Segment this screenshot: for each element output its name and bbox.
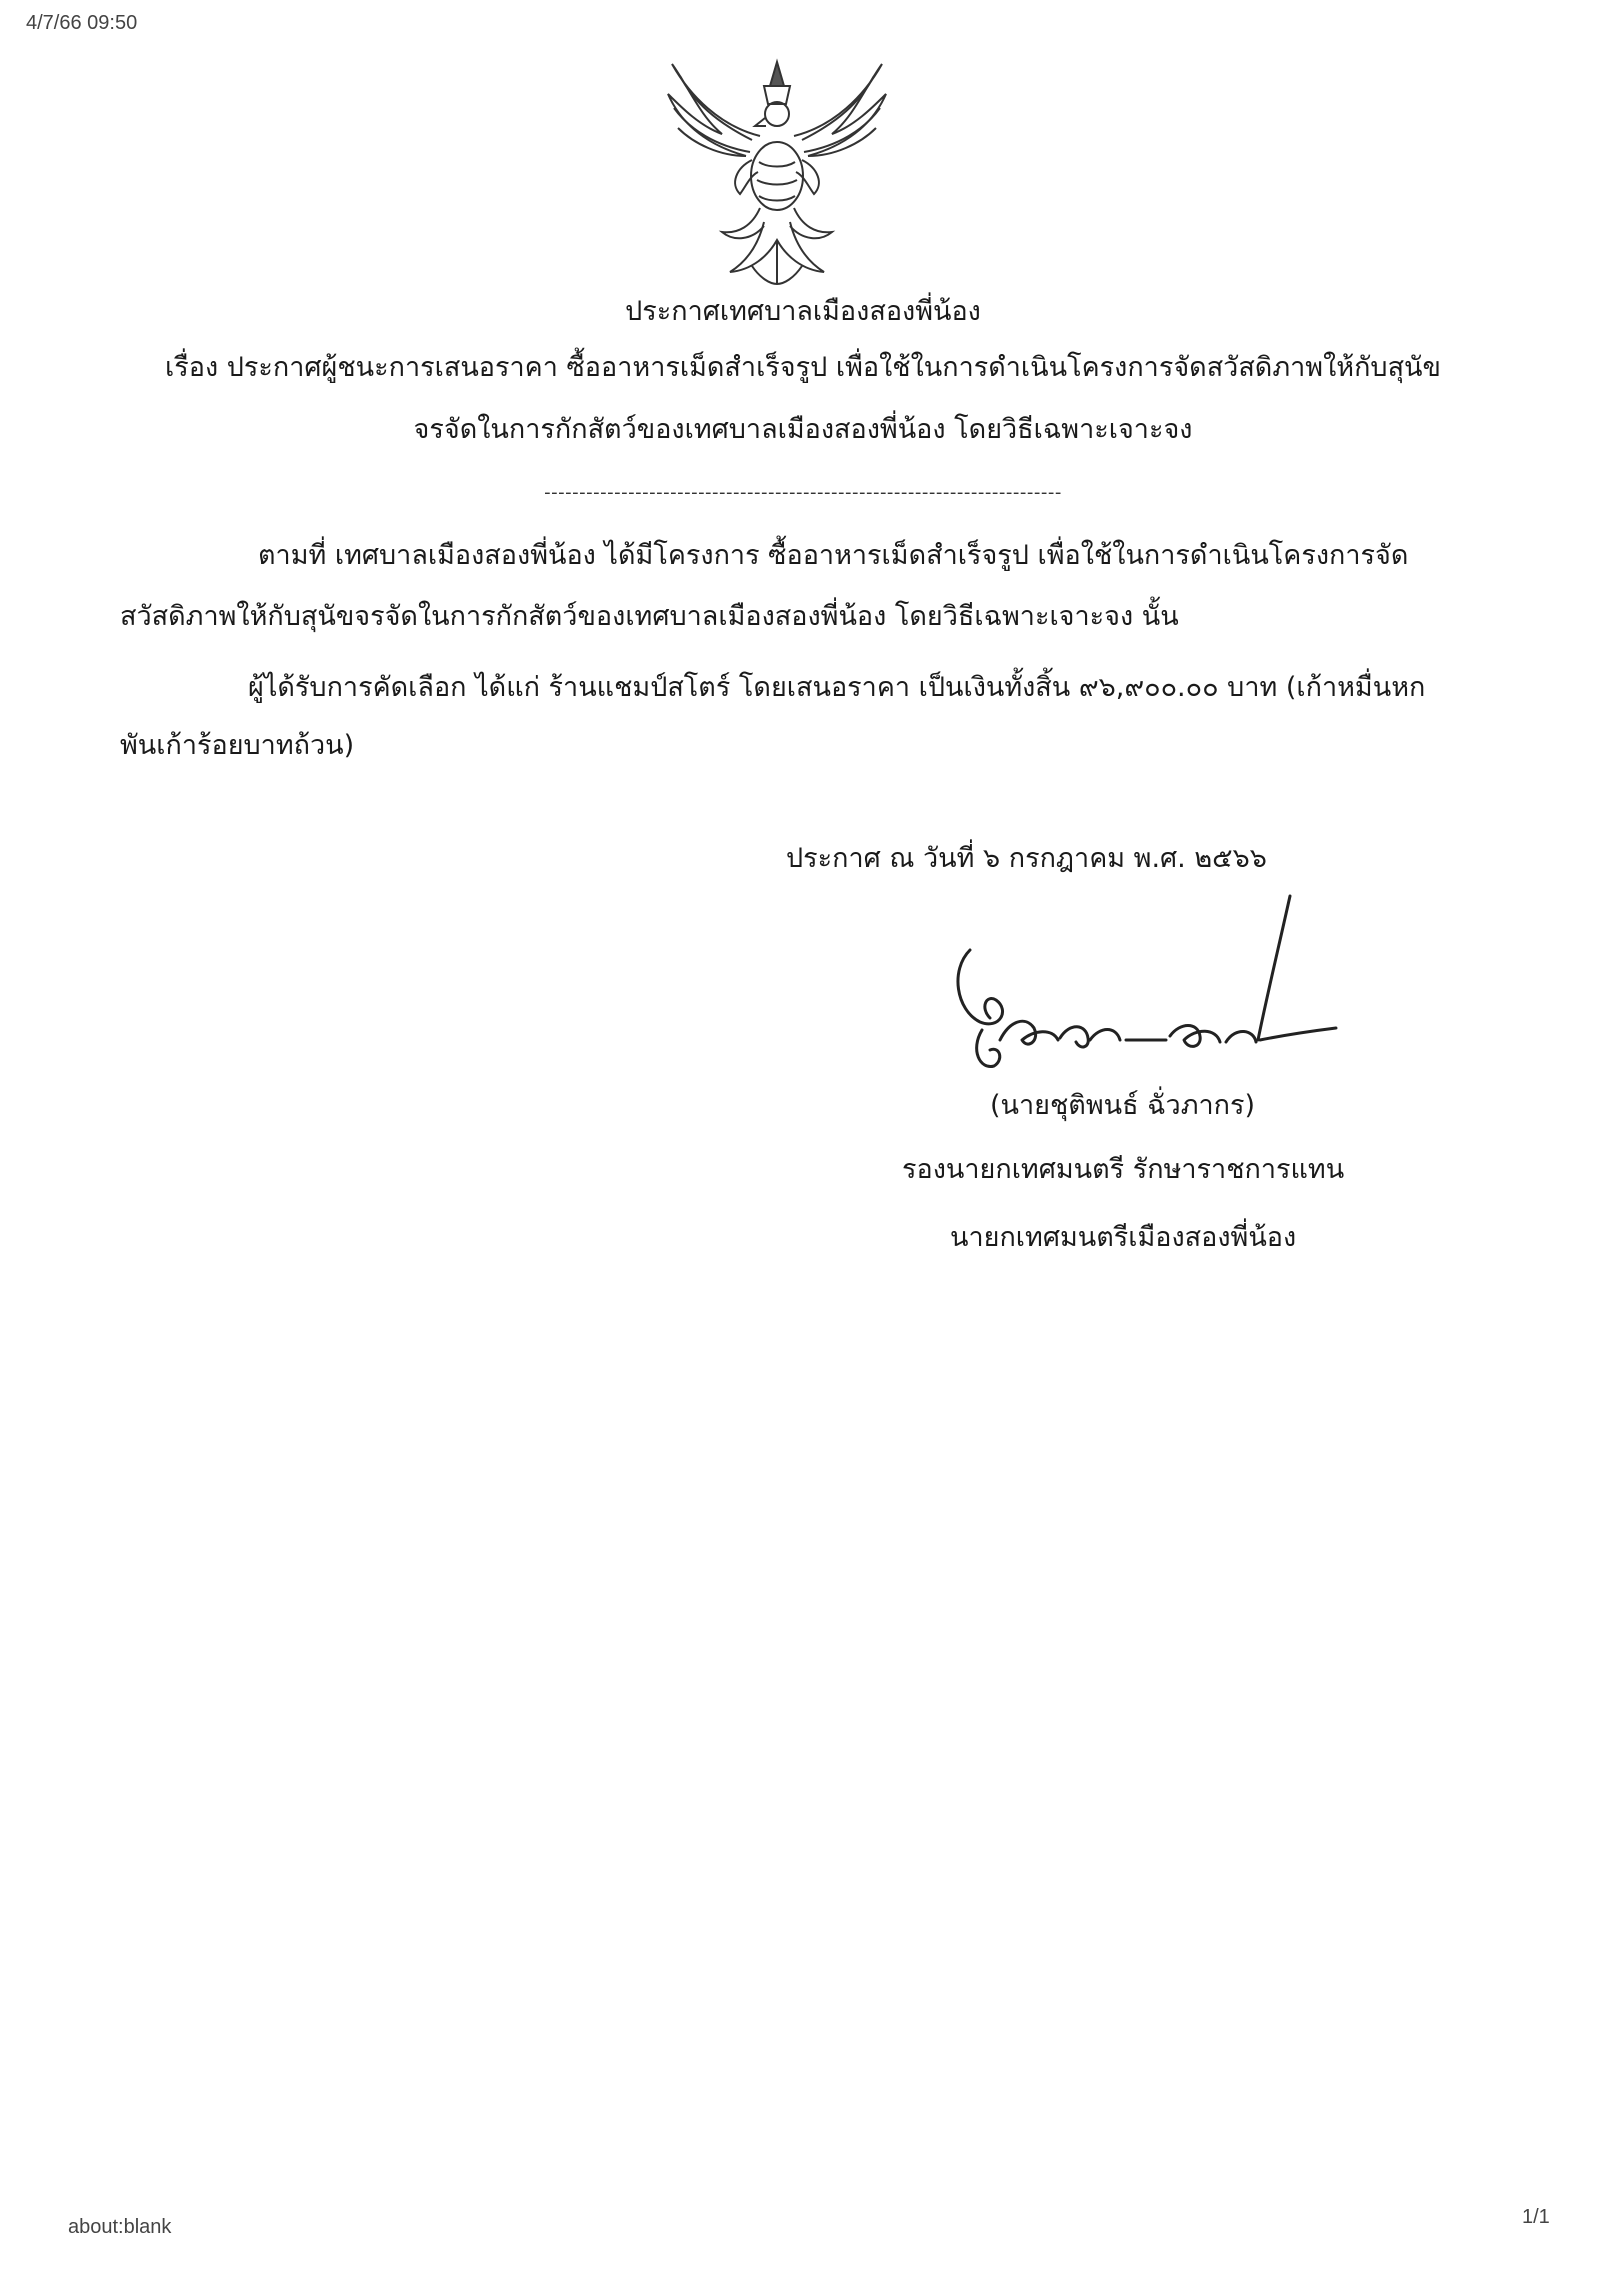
- body-line-3: ผู้ได้รับการคัดเลือก ได้แก่ ร้านแชมป์สโตร์ โดยเสนอราคา เป็นเงินทั้งสิ้น ๙๖,๙๐๐.๐๐ บาท (เก้าหมื่นหก: [248, 672, 1426, 703]
- print-page-count: 1/1: [1522, 2206, 1550, 2228]
- body-line-2: สวัสดิภาพให้กับสุนัขจรจัดในการกักสัตว์ของเทศบาลเมืองสองพี่น้อง โดยวิธีเฉพาะเจาะจง นั้น: [120, 601, 1179, 632]
- subject-line-2: จรจัดในการกักสัตว์ของเทศบาลเมืองสองพี่น้อง โดยวิธีเฉพาะเจาะจง: [413, 414, 1193, 445]
- separator-line: --------------------------------------------------------------------------: [544, 482, 1062, 503]
- signatory-position-1: รองนายกเทศมนตรี รักษาราชการแทน: [902, 1154, 1345, 1185]
- print-timestamp: 4/7/66 09:50: [26, 12, 138, 34]
- print-url: about:blank: [68, 2216, 172, 2238]
- body-line-4: พันเก้าร้อยบาทถ้วน): [120, 730, 355, 761]
- document-title: ประกาศเทศบาลเมืองสองพี่น้อง: [625, 296, 981, 327]
- signatory-name: (นายชุติพนธ์ ฉั่วภากร): [990, 1090, 1256, 1121]
- handwritten-signature: [930, 890, 1340, 1080]
- signatory-position-2: นายกเทศมนตรีเมืองสองพี่น้อง: [950, 1222, 1297, 1253]
- subject-line-1: เรื่อง ประกาศผู้ชนะการเสนอราคา ซื้ออาหารเม็ดสำเร็จรูป เพื่อใช้ในการดำเนินโครงการจัดสวัสดิภาพให้กับสุนัข: [165, 352, 1441, 383]
- body-line-1: ตามที่ เทศบาลเมืองสองพี่น้อง ได้มีโครงการ ซื้ออาหารเม็ดสำเร็จรูป เพื่อใช้ในการดำเนินโครงการจัด: [258, 540, 1409, 571]
- announcement-date: ประกาศ ณ วันที่ ๖ กรกฎาคม พ.ศ. ๒๕๖๖: [786, 843, 1267, 874]
- garuda-emblem-icon: [660, 56, 895, 291]
